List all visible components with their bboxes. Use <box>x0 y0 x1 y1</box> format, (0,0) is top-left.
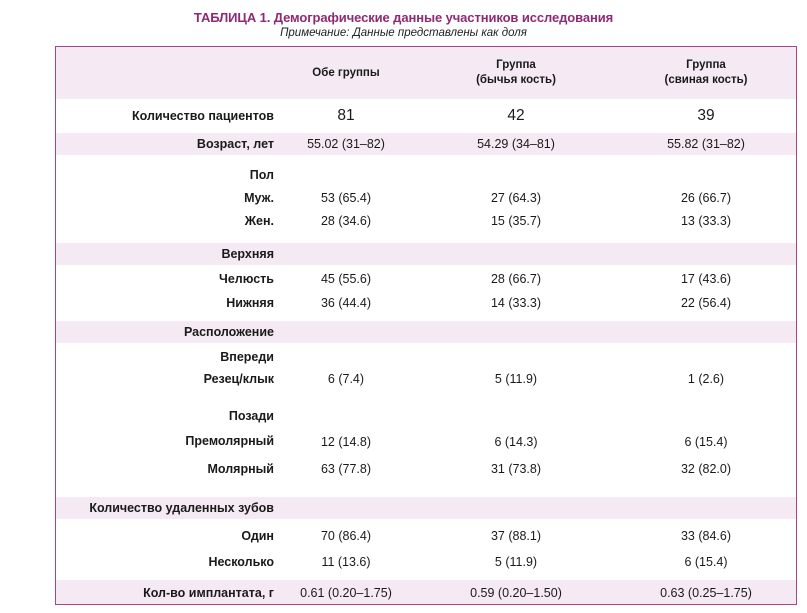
table-title <box>0 10 807 25</box>
cell-molar-porcine: 32 (82.0) <box>680 462 732 476</box>
band-location <box>56 321 796 343</box>
cell-age-both: 55.02 (31–82) <box>307 137 385 151</box>
cell-lower-both: 36 (44.4) <box>320 296 372 310</box>
cell-jaw-bovine: 28 (66.7) <box>490 272 542 286</box>
band-upper <box>56 243 796 265</box>
header-bovine-line2: (бычья кость) <box>476 74 556 86</box>
cell-lower-bovine: 14 (33.3) <box>490 296 542 310</box>
row-label-premolar: Премолярный <box>185 434 274 448</box>
table-note: Примечание: Данные представлены как доля <box>280 27 527 39</box>
row-label-upper: Верхняя <box>221 247 274 261</box>
row-label-several: Несколько <box>208 555 274 569</box>
cell-jaw-both: 45 (55.6) <box>320 272 372 286</box>
row-label-location: Расположение <box>183 325 274 339</box>
header-porcine-line2: (свиная кость) <box>664 74 748 86</box>
table-number: ТАБЛИЦА 1. <box>193 10 271 25</box>
header-bovine-line1: Группа <box>496 59 536 71</box>
header-porcine <box>616 58 796 88</box>
cell-female-both: 28 (34.6) <box>320 214 372 228</box>
cell-male-bovine: 27 (64.3) <box>490 191 542 205</box>
cell-molar-both: 63 (77.8) <box>320 462 372 476</box>
cell-premolar-bovine: 6 (14.3) <box>494 435 538 449</box>
cell-patients-both: 81 <box>337 107 355 124</box>
row-label-male: Муж. <box>244 191 274 205</box>
cell-premolar-porcine: 6 (15.4) <box>684 435 728 449</box>
row-label-molar: Молярный <box>207 462 274 476</box>
cell-premolar-both: 12 (14.8) <box>320 435 372 449</box>
header-bovine <box>426 58 606 88</box>
cell-one-porcine: 33 (84.6) <box>680 529 732 543</box>
cell-jaw-porcine: 17 (43.6) <box>680 272 732 286</box>
cell-several-porcine: 6 (15.4) <box>684 555 728 569</box>
header-porcine-line1: Группа <box>686 59 726 71</box>
table-title-text: Демографические данные участников исследования <box>273 10 614 25</box>
cell-male-both: 53 (65.4) <box>320 191 372 205</box>
row-label-age: Возраст, лет <box>196 137 274 151</box>
cell-several-bovine: 5 (11.9) <box>494 555 538 569</box>
row-label-posterior: Позади <box>228 409 274 423</box>
row-label-extracted: Количество удаленных зубов <box>89 501 274 515</box>
row-label-female: Жен. <box>244 214 274 228</box>
row-label-one: Один <box>241 529 274 543</box>
cell-incisor-porcine: 1 (2.6) <box>687 372 725 386</box>
cell-age-bovine: 54.29 (34–81) <box>477 137 555 151</box>
cell-male-porcine: 26 (66.7) <box>680 191 732 205</box>
cell-implant-both: 0.61 (0.20–1.75) <box>300 586 392 600</box>
cell-several-both: 11 (13.6) <box>321 555 371 569</box>
row-label-anterior: Впереди <box>220 350 274 364</box>
row-label-lower: Нижняя <box>226 296 274 310</box>
cell-one-bovine: 37 (88.1) <box>490 529 542 543</box>
row-label-sex: Пол <box>249 168 274 182</box>
cell-implant-bovine: 0.59 (0.20–1.50) <box>470 586 562 600</box>
header-both-groups: Обе группы <box>312 67 380 79</box>
cell-lower-porcine: 22 (56.4) <box>680 296 732 310</box>
cell-patients-porcine: 39 <box>697 107 715 124</box>
table-frame <box>55 46 797 605</box>
cell-female-bovine: 15 (35.7) <box>490 214 542 228</box>
cell-incisor-bovine: 5 (11.9) <box>494 372 538 386</box>
row-label-jaw: Челюсть <box>219 272 274 286</box>
cell-patients-bovine: 42 <box>507 107 525 124</box>
cell-incisor-both: 6 (7.4) <box>327 372 365 386</box>
cell-female-porcine: 13 (33.3) <box>680 214 732 228</box>
cell-one-both: 70 (86.4) <box>320 529 372 543</box>
row-label-incisor: Резец/клык <box>203 372 274 386</box>
row-label-implant: Кол-во имплантата, г <box>143 586 274 600</box>
cell-age-porcine: 55.82 (31–82) <box>667 137 745 151</box>
row-label-patients: Количество пациентов <box>132 109 274 123</box>
cell-molar-bovine: 31 (73.8) <box>490 462 542 476</box>
cell-implant-porcine: 0.63 (0.25–1.75) <box>660 586 752 600</box>
